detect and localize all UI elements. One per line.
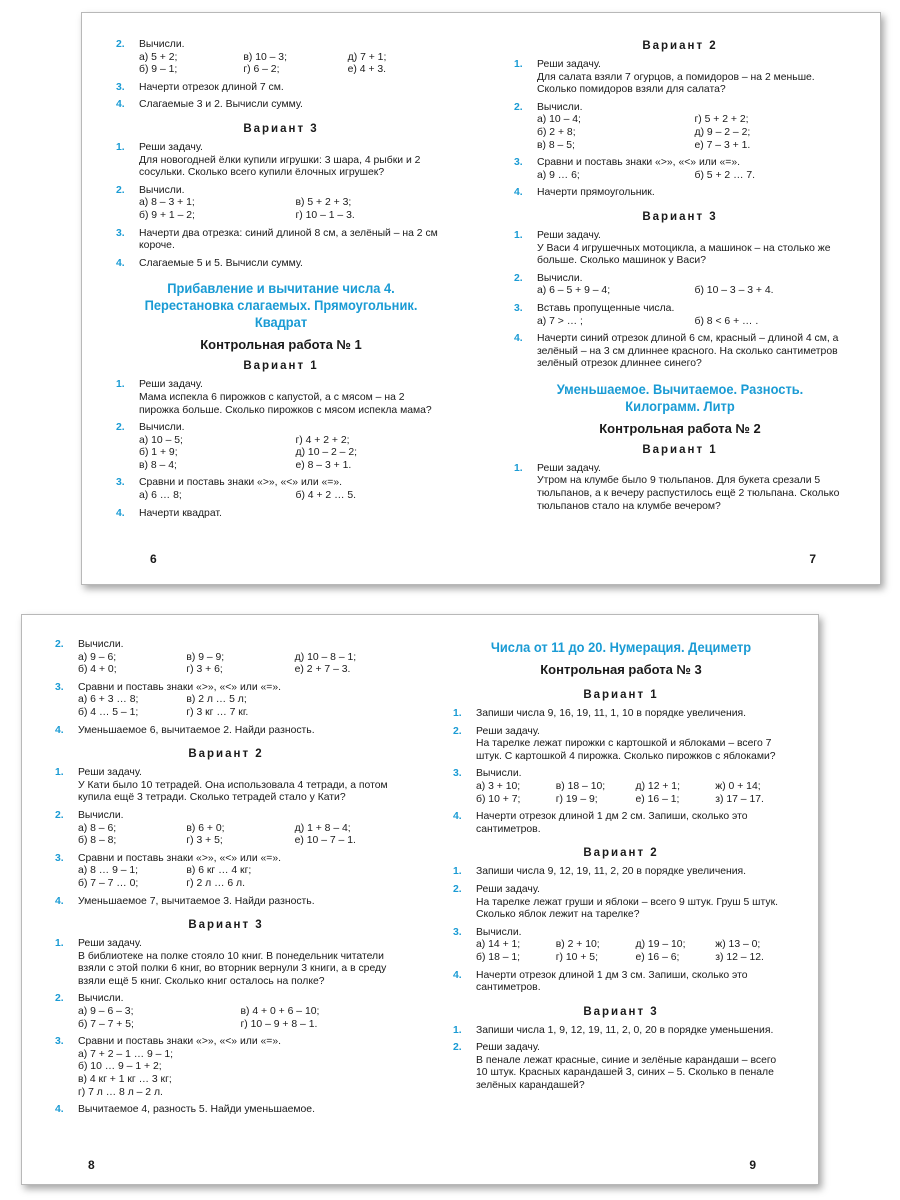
task-text: Начерти отрезок длиной 1 дм 3 см. Запиши, сколько это сантиметров. [476, 969, 748, 994]
expression: г) 10 – 1 – 3. [295, 209, 355, 221]
variant-2-tasks [514, 59, 846, 200]
task-text: Реши задачу. [537, 229, 601, 241]
task-item [116, 477, 446, 502]
expression: б) 9 – 1; [139, 64, 178, 76]
page-number: 6 [150, 552, 157, 566]
expression: а) 9 – 6 – 3; [78, 1006, 134, 1018]
task-text: Вычисли. [537, 101, 583, 113]
task-number: 1. [514, 59, 523, 70]
task-item [453, 1025, 789, 1038]
task-item [55, 938, 397, 988]
expression: а) 3 + 10; [476, 780, 521, 792]
task-problem-text: Утром на клумбе было 9 тюльпанов. Для букета срезали 5 тюльпанов, а к вечеру распустилось ещё 2 тюльпана. Сколько тюльпанов стало на клумбе вечером? [537, 475, 840, 512]
task-problem-text: В пенале лежат красные, синие и зелёные карандаши – всего 10 штук. Красных карандашей 3, синих – 5. Сколько в пенале зелёных карандашей? [476, 1054, 777, 1092]
task-item [116, 508, 446, 521]
expression: д) 10 – 8 – 1; [294, 651, 357, 663]
task-text: Уменьшаемое 6, вычитаемое 2. Найди разность. [78, 724, 315, 736]
task-item [514, 187, 846, 200]
expression: а) 14 + 1; [476, 939, 521, 951]
expression: е) 10 – 7 – 1. [294, 835, 356, 847]
expression [295, 865, 397, 878]
task-item [116, 228, 446, 253]
task-problem-text: Мама испекла 6 пирожков с капустой, а с мясом – на 2 пирожка больше. Сколько пирожков с мясом испекла мама? [139, 391, 432, 416]
expression: е) 16 – 1; [635, 793, 680, 805]
expression: ж) 13 – 0; [715, 939, 761, 951]
expression: в) 18 – 10; [555, 780, 606, 792]
expression: а) 7 + 2 – 1 … 9 – 1; [78, 1048, 174, 1060]
expression: в) 5 + 2 + 3; [295, 197, 352, 209]
page-number: 7 [809, 552, 816, 566]
task-text: Реши задачу. [537, 462, 601, 474]
expression: б) 1 + 9; [139, 447, 178, 459]
variant-2-tasks [55, 767, 397, 908]
task-number: 2. [116, 39, 125, 50]
expression: е) 2 + 7 – 3. [294, 664, 351, 676]
task-number: 3. [453, 926, 462, 938]
expression-grid [78, 823, 397, 848]
task-number: 3. [116, 227, 125, 239]
expression: д) 19 – 10; [635, 939, 686, 951]
expression [295, 694, 397, 707]
task-text: Вычисли. [139, 39, 185, 50]
variant-1-tasks [453, 708, 789, 836]
task-number: 2. [453, 1042, 462, 1054]
expression: а) 6 + 3 … 8; [78, 694, 139, 706]
bottom-page-spread [21, 614, 819, 1185]
expression: а) 10 – 4; [537, 114, 581, 126]
task-text: Сравни и поставь знаки «>», «<» или «=». [78, 681, 282, 693]
task-number: 1. [116, 141, 125, 153]
top-page-spread [81, 12, 881, 585]
task-text: Реши задачу. [476, 883, 540, 895]
task-item [116, 422, 446, 472]
task-text: Запиши числа 9, 16, 19, 11, 1, 10 в порядке увеличения. [476, 708, 747, 719]
expression-grid [537, 114, 846, 152]
task-item [453, 726, 789, 764]
task-text: Сравни и поставь знаки «>», «<» или «=». [537, 157, 741, 169]
task-problem-text: На тарелке лежат пирожки с картошкой и яблоками – всего 7 штук. С картошкой 4 пирожка. Сколько пирожков с яблоками? [476, 738, 776, 762]
task-number: 4. [453, 969, 462, 981]
variant-1-title: Вариант 1 [642, 443, 718, 456]
task-number: 2. [514, 272, 523, 284]
expression: в) 6 + 0; [186, 822, 225, 834]
expression: г) 6 – 2; [243, 64, 280, 76]
section-title-line-2: Килограмм. Литр [625, 397, 735, 414]
task-item [453, 866, 789, 879]
expression-grid [537, 170, 846, 183]
expression: а) 9 – 6; [78, 651, 117, 663]
task-text: Начерти два отрезка: синий длиной 8 см, а зелёный – на 2 см короче. [139, 227, 438, 252]
expression: б) 8 – 8; [78, 835, 117, 847]
task-item [453, 927, 789, 965]
expression: б) 10 … 9 – 1 + 2; [78, 1061, 162, 1073]
section-title [129, 280, 433, 331]
expression: а) 9 … 6; [537, 169, 580, 181]
page-6 [116, 13, 446, 584]
expression: д) 1 + 8 – 4; [294, 822, 351, 834]
task-number: 1. [55, 767, 64, 779]
expression: д) 12 + 1; [635, 780, 680, 792]
task-number: 4. [453, 811, 462, 823]
task-text: Слагаемые 5 и 5. Вычисли сумму. [139, 257, 303, 269]
expression: б) 7 – 7 + 5; [78, 1018, 134, 1030]
task-number: 3. [116, 477, 125, 489]
task-problem-text: Для новогодней ёлки купили игрушки: 3 шара, 4 рыбки и 2 сосульки. Сколько всего купили ёлочных игрушек? [139, 154, 421, 179]
expression: г) 3 кг … 7 кг. [186, 706, 249, 718]
task-item [55, 993, 397, 1031]
page-6-content [116, 39, 446, 525]
expression-grid [78, 652, 397, 677]
expression: в) 6 кг … 4 кг; [186, 865, 252, 877]
task-number: 3. [514, 302, 523, 314]
expression: з) 17 – 17. [715, 793, 764, 805]
task-number: 1. [55, 938, 64, 950]
task-item [116, 258, 446, 271]
expression: ж) 0 + 14; [715, 780, 761, 792]
section-title: Числа от 11 до 20. Нумерация. Дециметр [490, 639, 752, 655]
task-item [116, 39, 446, 77]
task-problem-text: У Васи 4 игрушечных мотоцикла, а машинок – на столько же больше. Сколько машинок у Васи? [537, 242, 831, 267]
expression: б) 10 – 3 – 3 + 4. [694, 285, 774, 297]
test-title: Контрольная работа № 3 [540, 662, 702, 677]
task-number: 1. [514, 229, 523, 241]
expression: д) 9 – 2 – 2; [694, 126, 751, 138]
variant-3-title: Вариант 3 [642, 210, 718, 223]
expression: г) 5 + 2 + 2; [694, 114, 749, 126]
expression: а) 5 + 2; [139, 51, 178, 63]
task-number: 3. [55, 1036, 64, 1048]
task-number: 3. [116, 81, 125, 93]
expression [295, 707, 397, 720]
task-item [116, 99, 446, 112]
expression: б) 4 … 5 – 1; [78, 706, 139, 718]
expression: г) 3 + 6; [186, 664, 223, 676]
variant-1-tasks [116, 379, 446, 520]
expression: б) 4 + 2 … 5. [295, 490, 357, 502]
page-7-content [514, 39, 846, 518]
expression-grid [78, 694, 397, 719]
task-problem-text: В библиотеке на полке стояло 10 книг. В понедельник читатели взяли с этой полки 6 книг, во вторник вернули 3 книги, а в среду взяли ещё 5 книг. Сколько книг осталось на полке? [78, 950, 387, 987]
task-item [55, 1104, 397, 1117]
task-text: Реши задачу. [139, 379, 203, 391]
expression: а) 6 … 8; [139, 490, 182, 502]
task-text: Сравни и поставь знаки «>», «<» или «=». [78, 1036, 282, 1048]
task-text: Вычисли. [78, 809, 124, 821]
task-text: Вычисли. [139, 422, 185, 434]
expression: г) 7 л … 8 л – 2 л. [78, 1086, 163, 1098]
task-number: 3. [453, 768, 462, 780]
task-number: 2. [453, 883, 462, 895]
task-number: 3. [514, 157, 523, 169]
expression: в) 2 л … 5 л; [186, 694, 247, 706]
expression: д) 7 + 1; [347, 51, 387, 63]
section-title-line-1: Уменьшаемое. Вычитаемое. Разность. [556, 380, 804, 397]
task-text: Вставь пропущенные числа. [537, 302, 675, 314]
expression: е) 8 – 3 + 1. [295, 459, 352, 471]
variant-3-tasks [116, 142, 446, 270]
expression: г) 3 + 5; [186, 835, 223, 847]
expression-grid [537, 285, 846, 298]
task-number: 4. [55, 1104, 64, 1116]
test-title: Контрольная работа № 2 [599, 420, 761, 436]
task-problem-text: На тарелке лежат груши и яблоки – всего 9 штук. Груш 5 штук. Сколько яблок лежит на тарелке? [476, 896, 779, 921]
expression-grid [78, 1049, 397, 1099]
task-text: Реши задачу. [78, 938, 142, 950]
task-item [453, 811, 789, 836]
task-item [514, 230, 846, 268]
variant-1-tasks [55, 639, 397, 737]
task-item [116, 142, 446, 180]
task-number: 2. [453, 725, 462, 737]
expression: в) 2 + 10; [555, 939, 600, 951]
variant-3-tasks [453, 1025, 789, 1093]
page-number: 8 [88, 1158, 95, 1172]
expression: в) 10 – 3; [243, 51, 287, 63]
task-text: Реши задачу. [139, 141, 203, 153]
task-item [453, 884, 789, 922]
task-item [55, 896, 397, 909]
task-number: 4. [116, 99, 125, 111]
section-title-line-1: Прибавление и вычитание числа 4. [167, 280, 395, 297]
expression-grid [139, 435, 446, 473]
expression: а) 10 – 5; [139, 434, 183, 446]
task-text: Вычисли. [537, 272, 583, 284]
expression: е) 16 – 6; [635, 951, 680, 963]
expression-grid [78, 1006, 397, 1031]
expression: в) 8 – 4; [139, 459, 177, 471]
expression: б) 2 + 8; [537, 126, 576, 138]
task-item [55, 725, 397, 738]
task-item [55, 810, 397, 848]
variant-2-title: Вариант 2 [642, 40, 718, 52]
task-number: 1. [453, 866, 462, 878]
variant-1-title: Вариант 1 [243, 360, 319, 373]
task-item [514, 157, 846, 182]
page-7 [514, 13, 846, 584]
expression-grid [476, 939, 789, 964]
task-item [514, 463, 846, 513]
task-number: 4. [55, 724, 64, 736]
expression: а) 7 > … ; [537, 315, 583, 327]
task-item [55, 767, 397, 805]
task-item [453, 1042, 789, 1092]
expression: б) 5 + 2 … 7. [694, 169, 756, 181]
task-text: Слагаемые 3 и 2. Вычисли сумму. [139, 99, 303, 111]
task-number: 4. [514, 333, 523, 345]
variant-2-title: Вариант 2 [583, 847, 659, 860]
expression: г) 10 – 9 + 8 – 1. [240, 1018, 318, 1030]
task-item [514, 102, 846, 152]
task-problem-text: У Кати было 10 тетрадей. Она использовала 4 тетради, а потом купила ещё 3 тетради. Сколько тетрадей стало у Кати? [78, 779, 388, 804]
expression-grid [476, 781, 789, 806]
task-text: Начерти прямоугольник. [537, 187, 655, 199]
task-number: 4. [116, 257, 125, 269]
task-number: 1. [453, 1024, 462, 1036]
task-item [55, 639, 397, 677]
variant-2-tasks [116, 39, 446, 112]
variant-3-title: Вариант 3 [243, 122, 319, 135]
expression: а) 8 – 6; [78, 822, 117, 834]
task-item [514, 59, 846, 97]
expression: б) 9 + 1 – 2; [139, 209, 195, 221]
variant-3-tasks [514, 230, 846, 371]
variant-2-tasks [453, 866, 789, 994]
task-text: Запиши числа 9, 12, 19, 11, 2, 20 в порядке увеличения. [476, 866, 747, 878]
task-item [116, 185, 446, 223]
page-number: 9 [749, 1158, 756, 1172]
expression: в) 9 – 9; [186, 651, 225, 663]
task-text: Начерти синий отрезок длиной 6 см, красный – длиной 4 см, а зелёный – на 3 см длиннее красного. На сколько сантиметров зелёный отрезок длиннее синего? [537, 333, 839, 370]
task-number: 4. [514, 187, 523, 199]
variant-2-title: Вариант 2 [188, 748, 264, 761]
task-text: Реши задачу. [78, 767, 142, 779]
expression: а) 6 – 5 + 9 – 4; [537, 285, 611, 297]
task-number: 1. [453, 708, 462, 719]
expression-grid [537, 316, 846, 329]
task-text: Реши задачу. [476, 725, 540, 737]
task-number: 4. [116, 507, 125, 519]
task-number: 4. [55, 895, 64, 907]
task-item [514, 303, 846, 328]
task-number: 3. [55, 852, 64, 864]
task-item [453, 768, 789, 806]
expression: а) 8 … 9 – 1; [78, 865, 139, 877]
expression: в) 4 кг + 1 кг … 3 кг; [78, 1074, 172, 1086]
expression: б) 7 – 7 … 0; [78, 877, 139, 889]
task-number: 1. [116, 379, 125, 391]
task-number: 2. [514, 101, 523, 113]
expression: б) 4 + 0; [78, 664, 117, 676]
task-text: Вычисли. [476, 768, 522, 780]
task-item [514, 333, 846, 371]
variant-3-title: Вариант 3 [583, 1005, 659, 1018]
task-item [116, 379, 446, 417]
task-item [116, 82, 446, 95]
expression: г) 10 + 5; [555, 951, 598, 963]
task-text: Вычитаемое 4, разность 5. Найди уменьшаемое. [78, 1104, 315, 1116]
task-text: Начерти отрезок длиной 1 дм 2 см. Запиши, сколько это сантиметров. [476, 811, 748, 835]
task-number: 2. [55, 993, 64, 1005]
expression-grid [139, 52, 446, 77]
task-item [514, 273, 846, 298]
expression: г) 19 – 9; [555, 793, 598, 805]
task-item [55, 853, 397, 891]
task-number: 1. [514, 462, 523, 474]
expression: д) 10 – 2 – 2; [295, 447, 358, 459]
test-title: Контрольная работа № 1 [200, 337, 362, 353]
expression: г) 2 л … 6 л. [186, 877, 245, 889]
variant-3-title: Вариант 3 [188, 919, 264, 932]
task-text: Начерти квадрат. [139, 507, 222, 519]
task-text: Сравни и поставь знаки «>», «<» или «=». [78, 852, 282, 864]
expression: з) 12 – 12. [715, 951, 764, 963]
task-number: 2. [55, 809, 64, 821]
task-text: Вычисли. [476, 926, 522, 938]
task-item [453, 708, 789, 721]
task-text: Запиши числа 1, 9, 12, 19, 11, 2, 0, 20 в порядке уменьшения. [476, 1024, 774, 1036]
task-number: 2. [116, 184, 125, 196]
expression: е) 7 – 3 + 1. [694, 139, 751, 151]
variant-1-tasks [514, 463, 846, 513]
expression: г) 4 + 2 + 2; [295, 434, 350, 446]
task-item [55, 682, 397, 720]
task-text: Реши задачу. [476, 1042, 540, 1054]
expression: е) 4 + 3. [347, 64, 387, 76]
task-text: Вычисли. [139, 184, 185, 196]
expression: в) 4 + 0 + 6 – 10; [240, 1006, 320, 1018]
task-item [55, 1036, 397, 1099]
expression-grid [78, 865, 397, 890]
task-number: 3. [55, 681, 64, 693]
task-text: Реши задачу. [537, 59, 601, 70]
page-8 [55, 615, 397, 1184]
expression-grid [139, 490, 446, 503]
section-title-line-2: Перестановка слагаемых. Прямоугольник. Квадрат [144, 297, 418, 331]
task-text: Уменьшаемое 7, вычитаемое 3. Найди разность. [78, 895, 315, 907]
task-number: 2. [116, 422, 125, 434]
expression: б) 18 – 1; [476, 951, 521, 963]
expression: а) 8 – 3 + 1; [139, 197, 195, 209]
task-text: Вычисли. [78, 993, 124, 1005]
expression: б) 8 < 6 + … . [694, 315, 759, 327]
task-number: 2. [55, 639, 64, 650]
expression-grid [139, 197, 446, 222]
expression: в) 8 – 5; [537, 139, 575, 151]
section-title [527, 381, 832, 415]
task-text: Сравни и поставь знаки «>», «<» или «=». [139, 477, 343, 489]
page-9-content [453, 639, 789, 1098]
page-9 [453, 615, 789, 1184]
task-text: Вычисли. [78, 639, 124, 650]
task-problem-text: Для салата взяли 7 огурцов, а помидоров – на 2 меньше. Сколько помидоров взяли для салата? [537, 71, 815, 96]
page-8-content [55, 639, 397, 1122]
variant-1-title: Вариант 1 [583, 689, 659, 701]
task-text: Начерти отрезок длиной 7 см. [139, 81, 284, 93]
task-item [453, 970, 789, 995]
variant-3-tasks [55, 938, 397, 1117]
expression [295, 878, 397, 891]
expression: б) 10 + 7; [476, 793, 521, 805]
